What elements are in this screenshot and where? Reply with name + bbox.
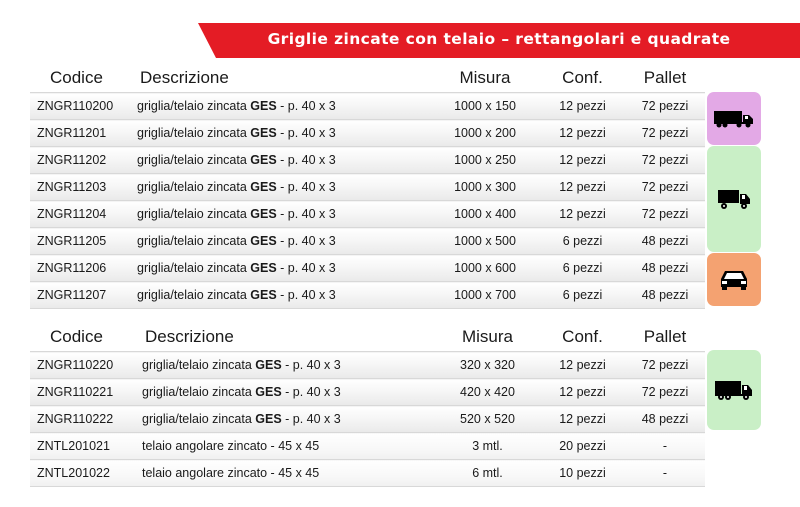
table-row bbox=[30, 352, 705, 379]
cell-description bbox=[125, 93, 430, 120]
description-text: griglia/telaio zincata bbox=[137, 180, 251, 194]
cell-code: ZNTL201021 bbox=[30, 433, 130, 460]
cell-code: ZNGR110200 bbox=[30, 93, 125, 120]
cell-pack: 10 pezzi bbox=[540, 460, 625, 487]
description-spec: - p. 40 x 3 bbox=[281, 358, 341, 372]
cell-pack: 12 pezzi bbox=[540, 406, 625, 433]
cell-size: 1000 x 250 bbox=[430, 147, 540, 174]
table-row bbox=[30, 228, 705, 255]
cell-size: 1000 x 700 bbox=[430, 282, 540, 309]
table-row bbox=[30, 255, 705, 282]
table-row bbox=[30, 282, 705, 309]
cell-description bbox=[125, 282, 430, 309]
cell-pack: 12 pezzi bbox=[540, 201, 625, 228]
description-text: griglia/telaio zincata bbox=[137, 126, 251, 140]
brand-name: GES bbox=[250, 261, 277, 275]
car-icon bbox=[719, 269, 749, 291]
truck-icon bbox=[717, 188, 751, 210]
cell-size: 1000 x 500 bbox=[430, 228, 540, 255]
cell-pallet: 72 pezzi bbox=[625, 120, 705, 147]
title-banner bbox=[198, 23, 800, 58]
description-text: griglia/telaio zincata bbox=[137, 288, 251, 302]
table-row bbox=[30, 460, 705, 487]
cell-code: ZNGR110222 bbox=[30, 406, 130, 433]
cell-pack: 12 pezzi bbox=[540, 379, 625, 406]
cell-description bbox=[125, 147, 430, 174]
brand-name: GES bbox=[250, 234, 277, 248]
cell-code: ZNTL201022 bbox=[30, 460, 130, 487]
grates-table-square bbox=[30, 323, 705, 487]
covered-truck-box bbox=[707, 350, 761, 430]
description-spec: - p. 40 x 3 bbox=[276, 207, 336, 221]
cell-pallet: - bbox=[625, 460, 705, 487]
cell-code: ZNGR11204 bbox=[30, 201, 125, 228]
table-row bbox=[30, 379, 705, 406]
description-spec: - p. 40 x 3 bbox=[281, 412, 341, 426]
brand-name: GES bbox=[255, 412, 282, 426]
cell-code: ZNGR110221 bbox=[30, 379, 130, 406]
cell-size: 3 mtl. bbox=[435, 433, 540, 460]
cell-description bbox=[130, 379, 435, 406]
cell-code: ZNGR110220 bbox=[30, 352, 130, 379]
table-header-row bbox=[30, 323, 705, 352]
cell-pallet: 72 pezzi bbox=[625, 379, 705, 406]
table-row bbox=[30, 93, 705, 120]
header-size: Misura bbox=[461, 327, 513, 346]
truck-box bbox=[707, 146, 761, 252]
description-text: griglia/telaio zincata bbox=[142, 412, 256, 426]
cell-pallet: - bbox=[625, 433, 705, 460]
covered-truck-icon bbox=[714, 379, 754, 401]
table-row bbox=[30, 174, 705, 201]
cell-pallet: 48 pezzi bbox=[625, 282, 705, 309]
cell-pack: 6 pezzi bbox=[540, 255, 625, 282]
cell-pack: 6 pezzi bbox=[540, 228, 625, 255]
brand-name: GES bbox=[250, 153, 277, 167]
cell-code: ZNGR11205 bbox=[30, 228, 125, 255]
articulated-truck-box bbox=[707, 92, 761, 145]
brand-name: GES bbox=[250, 99, 277, 113]
cell-pack: 12 pezzi bbox=[540, 147, 625, 174]
cell-pallet: 48 pezzi bbox=[625, 406, 705, 433]
cell-size: 1000 x 150 bbox=[430, 93, 540, 120]
car-box bbox=[707, 253, 761, 306]
cell-pack: 20 pezzi bbox=[540, 433, 625, 460]
cell-description bbox=[130, 433, 435, 460]
brand-name: GES bbox=[255, 358, 282, 372]
brand-name: GES bbox=[250, 126, 277, 140]
cell-description bbox=[125, 201, 430, 228]
cell-code: ZNGR11201 bbox=[30, 120, 125, 147]
brand-name: GES bbox=[250, 288, 277, 302]
cell-description bbox=[125, 255, 430, 282]
header-code: Codice bbox=[50, 327, 103, 346]
brand-name: GES bbox=[255, 385, 282, 399]
description-text: telaio angolare zincato - 45 x 45 bbox=[142, 466, 320, 480]
table-row bbox=[30, 120, 705, 147]
cell-pack: 6 pezzi bbox=[540, 282, 625, 309]
cell-size: 420 x 420 bbox=[435, 379, 540, 406]
description-text: griglia/telaio zincata bbox=[137, 99, 251, 113]
cell-size: 1000 x 200 bbox=[430, 120, 540, 147]
cell-code: ZNGR11206 bbox=[30, 255, 125, 282]
cell-description bbox=[125, 120, 430, 147]
cell-size: 1000 x 600 bbox=[430, 255, 540, 282]
header-description: Descrizione bbox=[140, 68, 229, 87]
description-spec: - p. 40 x 3 bbox=[276, 288, 336, 302]
description-spec: - p. 40 x 3 bbox=[276, 234, 336, 248]
cell-description bbox=[130, 460, 435, 487]
cell-size: 1000 x 400 bbox=[430, 201, 540, 228]
table-header-row bbox=[30, 64, 705, 93]
cell-size: 520 x 520 bbox=[435, 406, 540, 433]
cell-size: 1000 x 300 bbox=[430, 174, 540, 201]
cell-pallet: 72 pezzi bbox=[625, 174, 705, 201]
header-pack: Conf. bbox=[562, 327, 603, 346]
cell-pallet: 72 pezzi bbox=[625, 201, 705, 228]
header-code: Codice bbox=[50, 68, 103, 87]
cell-description bbox=[125, 174, 430, 201]
cell-description bbox=[125, 228, 430, 255]
cell-size: 320 x 320 bbox=[435, 352, 540, 379]
articulated-truck-icon bbox=[713, 109, 755, 129]
description-text: griglia/telaio zincata bbox=[137, 261, 251, 275]
cell-size: 6 mtl. bbox=[435, 460, 540, 487]
description-spec: - p. 40 x 3 bbox=[281, 385, 341, 399]
header-pallet: Pallet bbox=[643, 327, 687, 346]
cell-pack: 12 pezzi bbox=[540, 93, 625, 120]
cell-code: ZNGR11207 bbox=[30, 282, 125, 309]
cell-pallet: 72 pezzi bbox=[625, 93, 705, 120]
cell-pack: 12 pezzi bbox=[540, 174, 625, 201]
cell-pack: 12 pezzi bbox=[540, 120, 625, 147]
cell-code: ZNGR11203 bbox=[30, 174, 125, 201]
description-spec: - p. 40 x 3 bbox=[276, 126, 336, 140]
description-spec: - p. 40 x 3 bbox=[276, 261, 336, 275]
description-text: griglia/telaio zincata bbox=[142, 385, 256, 399]
description-spec: - p. 40 x 3 bbox=[276, 180, 336, 194]
header-description: Descrizione bbox=[145, 327, 234, 346]
cell-description bbox=[130, 352, 435, 379]
table-row bbox=[30, 201, 705, 228]
brand-name: GES bbox=[250, 180, 277, 194]
description-text: telaio angolare zincato - 45 x 45 bbox=[142, 439, 320, 453]
cell-description bbox=[130, 406, 435, 433]
cell-pack: 12 pezzi bbox=[540, 352, 625, 379]
header-pallet: Pallet bbox=[643, 68, 687, 87]
description-text: griglia/telaio zincata bbox=[137, 153, 251, 167]
table-row bbox=[30, 406, 705, 433]
table-row bbox=[30, 433, 705, 460]
description-text: griglia/telaio zincata bbox=[137, 207, 251, 221]
description-text: griglia/telaio zincata bbox=[142, 358, 256, 372]
cell-pallet: 72 pezzi bbox=[625, 352, 705, 379]
cell-code: ZNGR11202 bbox=[30, 147, 125, 174]
cell-pallet: 72 pezzi bbox=[625, 147, 705, 174]
page-title: Griglie zincate con telaio – rettangolari e quadrate bbox=[267, 30, 731, 48]
grates-table-rectangular bbox=[30, 64, 705, 309]
description-text: griglia/telaio zincata bbox=[137, 234, 251, 248]
table-row bbox=[30, 147, 705, 174]
description-spec: - p. 40 x 3 bbox=[276, 153, 336, 167]
header-size: Misura bbox=[459, 68, 511, 87]
header-pack: Conf. bbox=[562, 68, 603, 87]
cell-pallet: 48 pezzi bbox=[625, 255, 705, 282]
cell-pallet: 48 pezzi bbox=[625, 228, 705, 255]
description-spec: - p. 40 x 3 bbox=[276, 99, 336, 113]
brand-name: GES bbox=[250, 207, 277, 221]
